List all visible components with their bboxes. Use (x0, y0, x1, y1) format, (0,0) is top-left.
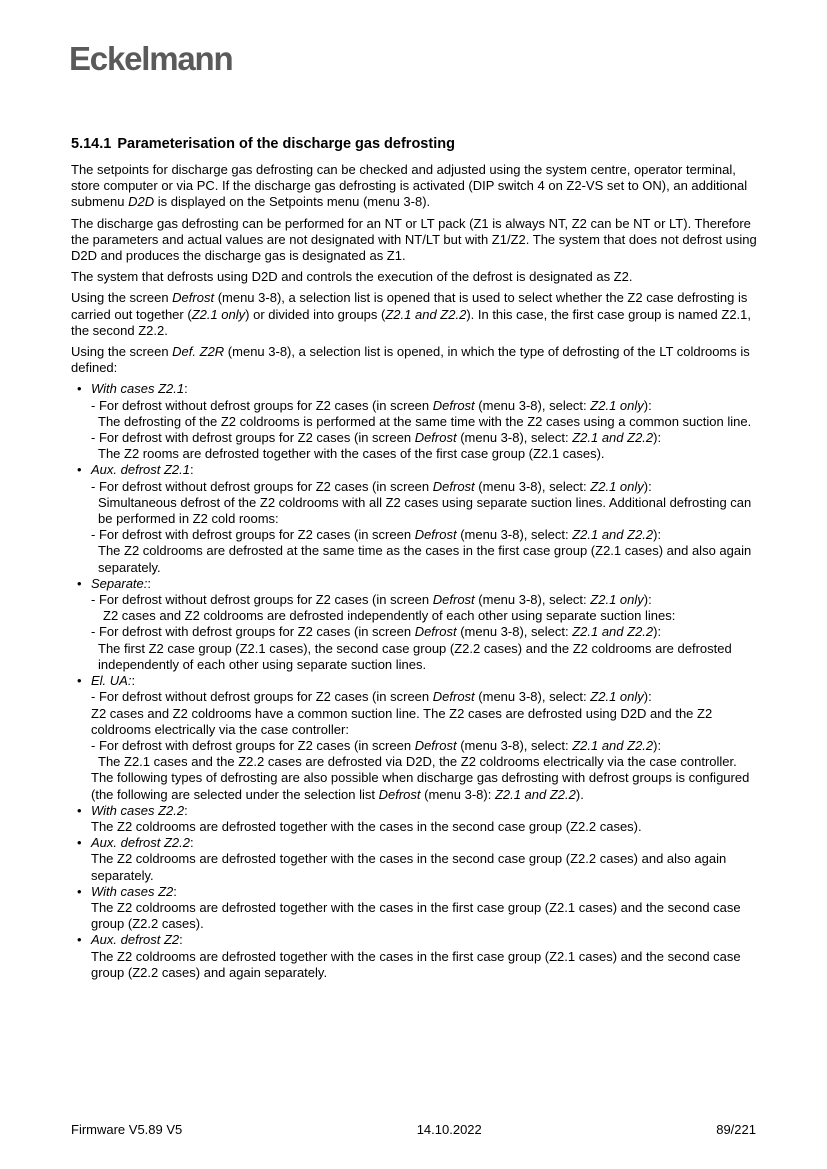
footer-firmware: Firmware V5.89 V5 (71, 1122, 183, 1137)
paragraph-def-z2r-screen: Using the screen Def. Z2R (menu 3-8), a selection list is opened, in which the type of defrosting of the LT coldrooms is defined: (71, 344, 750, 376)
list-item-aux-defrost-z2: • Aux. defrost Z2: The Z2 coldrooms are defrosted together with the cases in the first case group (Z2.1 cases) and the second case group (Z2.2 cases) and again separately. (71, 932, 761, 981)
paragraph-z2-designation: The system that defrosts using D2D and controls the execution of the defrost is designated as Z2. (71, 269, 633, 285)
paragraph-setpoints: The setpoints for discharge gas defrosting can be checked and adjusted using the system centre, operator terminal, store computer or via PC. If the discharge gas defrosting is activated (DIP switch 4 on Z2-VS set to ON), an additional submenu D2D is displayed on the Setpoints menu (menu 3-8). (71, 162, 748, 210)
defrost-type-list (71, 381, 761, 981)
list-item-el-ua: • El. UA:: - For defrost without defrost groups for Z2 cases (in screen Defrost (menu 3-8), select: Z2.1 only): Z2 cases and Z2 coldrooms have a common suction line. The Z2 cases are defrosted using D2D and the Z2 coldrooms electrically via the case controller: - For defrost with defrost groups for Z2 cases (in screen Defrost (menu 3-8), select: Z2.1 and Z2.2): The Z2.1 cases and the Z2.2 cases are defrosted via D2D, the Z2 coldrooms electrically via the case controller. The following types of defrosting are also possible when discharge gas defrosting with defrost groups is configured (the following are selected under the selection list Defrost (menu 3-8): Z2.1 and Z2.2). (71, 673, 761, 803)
page-footer (71, 1122, 756, 1137)
list-item-aux-defrost-z22: • Aux. defrost Z2.2: The Z2 coldrooms are defrosted together with the cases in the second case group (Z2.2 cases) and also again separately. (71, 835, 761, 884)
list-item-with-cases-z21: • With cases Z2.1: - For defrost without defrost groups for Z2 cases (in screen Defrost (menu 3-8), select: Z2.1 only): The defrosting of the Z2 coldrooms is performed at the same time with the Z2 cases using a common suction line. - For defrost with defrost groups for Z2 cases (in screen Defrost (menu 3-8), select: Z2.1 and Z2.2): The Z2 rooms are defrosted together with the cases of the first case group (Z2.1 cases). (71, 381, 761, 462)
eckelmann-logo: Eckelmann (69, 40, 233, 77)
section-number: 5.14.1 (71, 136, 112, 152)
paragraph-pack-designation: The discharge gas defrosting can be performed for an NT or LT pack (Z1 is always NT, Z2 can be NT or LT). Therefore the parameters and actual values are not designated with NT/LT but with Z1/Z2. The system that does not defrost using D2D and produces the discharge gas is designated as Z1. (71, 215, 757, 264)
section-heading (71, 135, 761, 153)
list-item-separate: • Separate:: - For defrost without defrost groups for Z2 cases (in screen Defrost (menu 3-8), select: Z2.1 only): Z2 cases and Z2 coldrooms are defrosted independently of each other using separate suction lines: - For defrost with defrost groups for Z2 cases (in screen Defrost (menu 3-8), select: Z2.1 and Z2.2): The first Z2 case group (Z2.1 cases), the second case group (Z2.2 cases) and the Z2 coldrooms are defrosted independently of each other using separate suction lines. (71, 576, 761, 673)
list-item-with-cases-z22: • With cases Z2.2: The Z2 coldrooms are defrosted together with the cases in the second case group (Z2.2 cases). (71, 803, 761, 835)
page-content (71, 135, 761, 981)
list-item-aux-defrost-z21: • Aux. defrost Z2.1: - For defrost without defrost groups for Z2 cases (in screen Defrost (menu 3-8), select: Z2.1 only): Simultaneous defrost of the Z2 coldrooms with all Z2 cases using separate suction lines. Additional defrosting can be performed in Z2 cold rooms: - For defrost with defrost groups for Z2 cases (in screen Defrost (menu 3-8), select: Z2.1 and Z2.2): The Z2 coldrooms are defrosted at the same time as the cases in the first case group (Z2.1 cases) and also again separately. (71, 462, 761, 575)
footer-date: 14.10.2022 (416, 1122, 482, 1137)
footer-page-number: 89/221 (716, 1122, 756, 1137)
list-item-with-cases-z2: • With cases Z2: The Z2 coldrooms are defrosted together with the cases in the first case group (Z2.1 cases) and the second case group (Z2.2 cases). (71, 884, 761, 933)
paragraph-defrost-screen: Using the screen Defrost (menu 3-8), a selection list is opened that is used to select whether the Z2 case defrosting is carried out together (Z2.1 only) or divided into groups (Z2.1 and Z2.2). In this case, the first case group is named Z2.1, the second Z2.2. (71, 290, 751, 338)
section-title: Parameterisation of the discharge gas defrosting (117, 136, 455, 152)
